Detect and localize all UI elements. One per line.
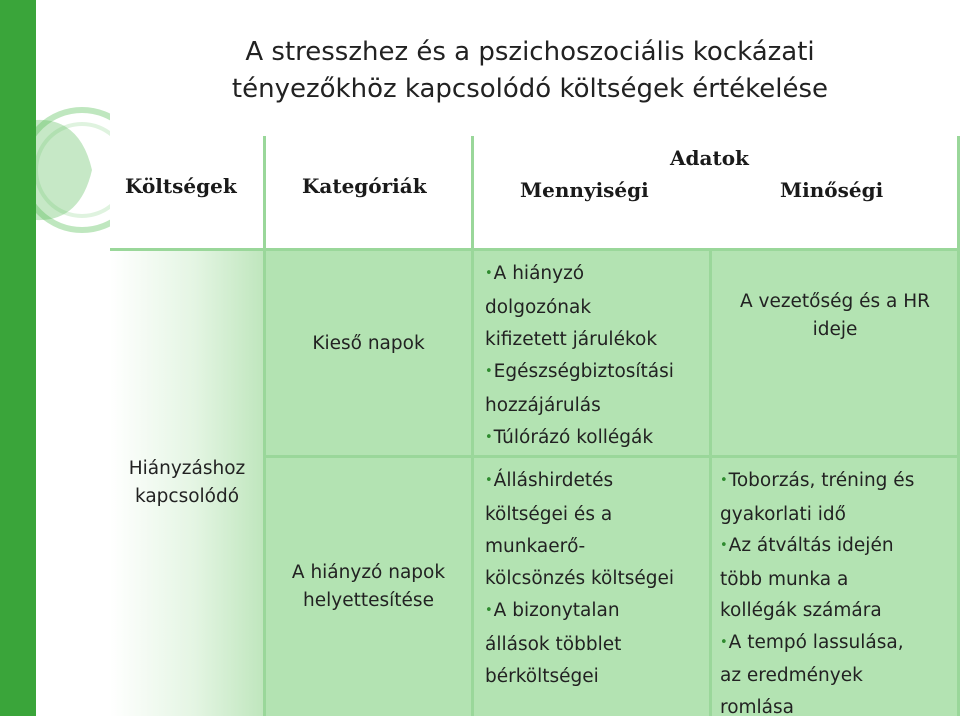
- qual1-line-1: A vezetőség és a HR: [740, 288, 930, 316]
- grid-line-col-3: [709, 250, 712, 716]
- cost-label-line-1: Hiányzáshoz: [129, 455, 246, 483]
- category-replacement: [264, 457, 473, 716]
- qual2-item-1: •Toborzás, tréning és gyakorlati idő: [720, 465, 960, 530]
- bullet-icon: •: [720, 635, 728, 650]
- slide-title: [180, 34, 880, 108]
- grid-line-col-2: [471, 136, 474, 716]
- cost-label-line-2: kapcsolódó: [135, 483, 239, 511]
- bullet-icon: •: [485, 430, 493, 445]
- qualitative-cell-2: [710, 457, 960, 716]
- category-lost-days: [264, 250, 473, 457]
- grid-line-col-1: [263, 136, 266, 716]
- bullet-icon: •: [720, 538, 728, 553]
- bullet-icon: •: [485, 364, 493, 379]
- header-qualitative: Minőségi: [780, 178, 883, 202]
- header-categories: Kategóriák: [302, 174, 427, 198]
- bullet-icon: •: [485, 473, 493, 488]
- qual2-item-2: •Az átváltás idején több munka a kollégák számára: [720, 530, 960, 627]
- grid-line-header-bottom: [110, 248, 960, 251]
- qual2-item-3: •A tempó lassulása, az eredmények romlása: [720, 627, 960, 723]
- cost-table: [110, 136, 960, 716]
- header-quantitative: Mennyiségi: [520, 178, 649, 202]
- header-data: Adatok: [670, 146, 749, 170]
- category-replacement-line-2: helyettesítése: [303, 587, 434, 615]
- bullet-icon: •: [485, 266, 493, 281]
- quant2-item-2: •A bizonytalan állások többlet bérköltségei: [485, 595, 710, 693]
- category-replacement-line-1: A hiányzó napok: [292, 559, 445, 587]
- bullet-icon: •: [485, 603, 493, 618]
- quant1-item-2: •Egészségbiztosítási hozzájárulás: [485, 356, 710, 422]
- decorative-green-band: [0, 0, 110, 716]
- title-line-1: A stresszhez és a pszichoszociális kockázati: [180, 34, 880, 71]
- quant1-item-3: •Túlórázó kollégák: [485, 422, 710, 456]
- quant2-item-1: •Álláshirdetés költségei és a munkaerő- kölcsönzés költségei: [485, 465, 710, 595]
- qualitative-cell-1: [710, 250, 960, 457]
- bullet-icon: •: [720, 473, 728, 488]
- qual1-line-2: ideje: [813, 316, 858, 344]
- title-line-2: tényezőkhöz kapcsolódó költségek értékelése: [180, 71, 880, 108]
- category-lost-days-label: Kieső napok: [312, 330, 424, 358]
- quant1-item-1: •A hiányzó dolgozónak kifizetett járulékok: [485, 258, 710, 356]
- cost-cell-absence: [110, 250, 264, 716]
- quantitative-cell-1: [473, 250, 710, 457]
- grid-line-row-split: [264, 455, 960, 458]
- header-costs: Költségek: [125, 174, 237, 198]
- quantitative-cell-2: [473, 457, 710, 716]
